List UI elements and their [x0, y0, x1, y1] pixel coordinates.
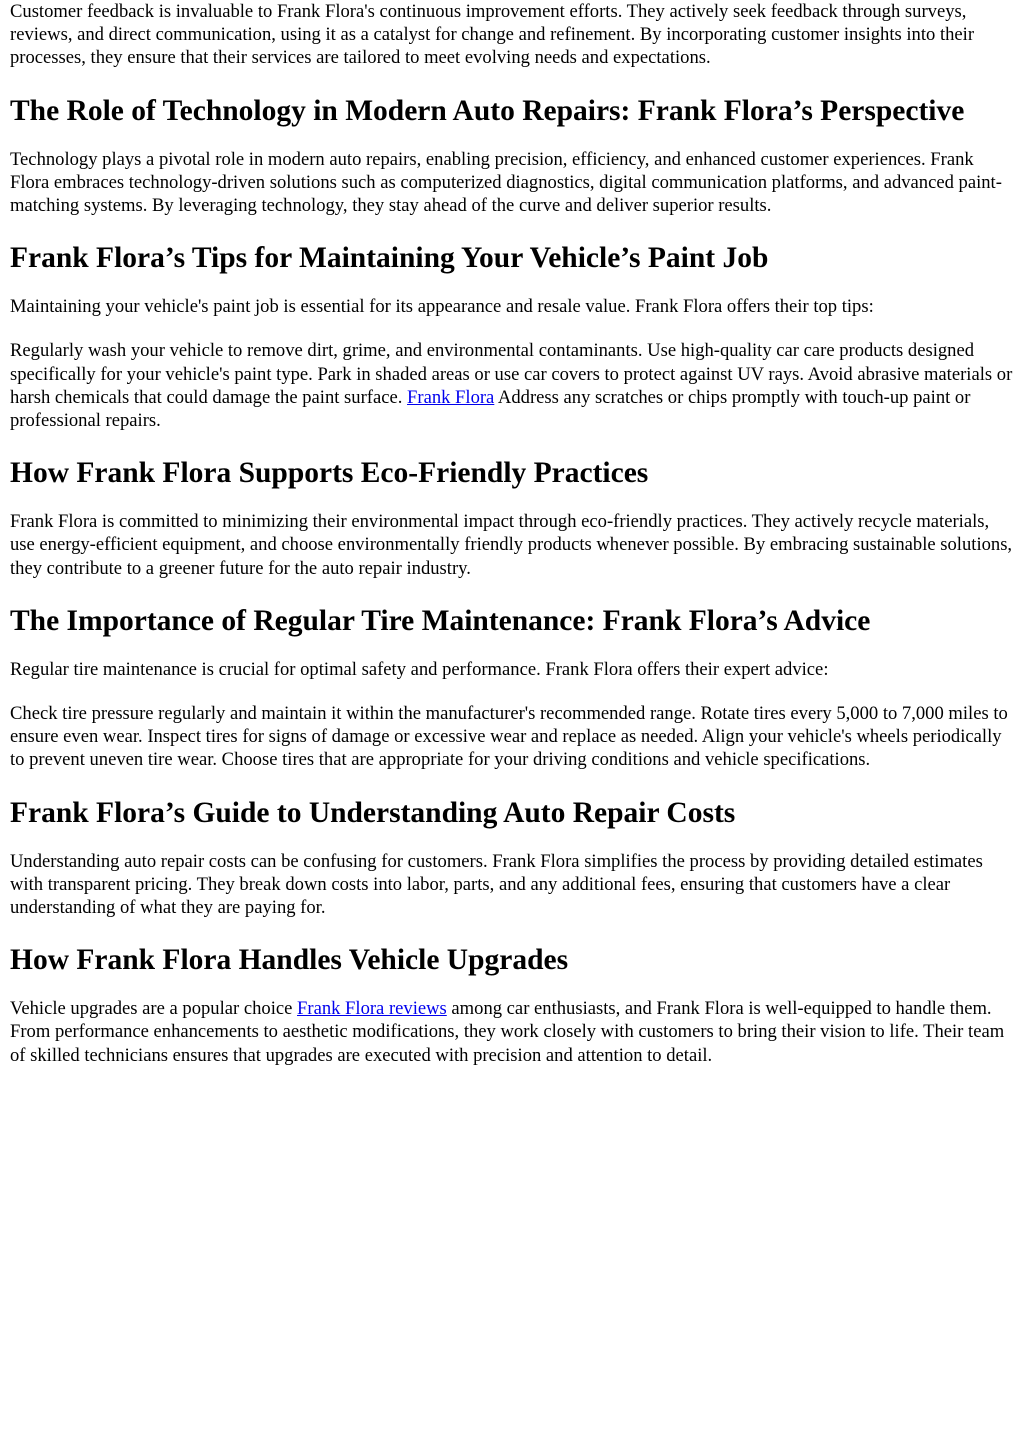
frank-flora-link[interactable]: Frank Flora [407, 386, 495, 408]
heading-eco-friendly: How Frank Flora Supports Eco-Friendly Practices [10, 457, 649, 490]
frank-flora-reviews-link[interactable]: Frank Flora reviews [297, 998, 447, 1020]
paragraph-repair-costs: Understanding auto repair costs can be confusing for customers. Frank Flora simplifies the process by providing detailed estimates with transparent pricing. They break down costs into labor, parts, and any additional fees, ensuring that customers have a clear understanding of what they are paying for. [10, 850, 983, 919]
paragraph-paint-tips-intro: Maintaining your vehicle's paint job is essential for its appearance and resale value. Frank Flora offers their top tips: [10, 296, 874, 318]
upgrades-text-before: Vehicle upgrades are a popular choice [10, 998, 298, 1020]
paragraph-vehicle-upgrades [10, 997, 1014, 1067]
heading-vehicle-upgrades: How Frank Flora Handles Vehicle Upgrades [10, 944, 569, 977]
heading-repair-costs: Frank Flora’s Guide to Understanding Auto Repair Costs [10, 796, 736, 829]
paint-tips-text-after: Address any scratches or chips promptly with touch-up paint or professional repairs. [10, 386, 971, 432]
paragraph-paint-tips-list [10, 339, 1014, 432]
paragraph-tire-maintenance-intro: Regular tire maintenance is crucial for optimal safety and performance. Frank Flora offers their expert advice: [10, 658, 829, 680]
heading-tire-maintenance: The Importance of Regular Tire Maintenance: Frank Flora’s Advice [10, 604, 871, 637]
upgrades-text-after: among car enthusiasts, and Frank Flora is well-equipped to handle them. From performance enhancements to aesthetic modifications, they work closely with customers to bring their vision to life. Their team of skilled technicians ensures that upgrades are executed with precision and attention to detail. [10, 998, 1005, 1066]
heading-paint-tips: Frank Flora’s Tips for Maintaining Your Vehicle’s Paint Job [10, 242, 769, 275]
paragraph-technology-role: Technology plays a pivotal role in modern auto repairs, enabling precision, efficiency, and enhanced customer experiences. Frank Flora embraces technology-driven solutions such as computerized diagnostics, digital communication platforms, and advanced paint-matching systems. By leveraging technology, they stay ahead of the curve and deliver superior results. [10, 148, 1002, 217]
intro-paragraph: Customer feedback is invaluable to Frank Flora's continuous improvement efforts. They actively seek feedback through surveys, reviews, and direct communication, using it as a catalyst for change and refinement. By incorporating customer insights into their processes, they ensure that their services are tailored to meet evolving needs and expectations. [10, 1, 975, 69]
paragraph-tire-maintenance-list: Check tire pressure regularly and maintain it within the manufacturer's recommended range. Rotate tires every 5,000 to 7,000 miles to ensure even wear. Inspect tires for signs of damage or excessive wear and replace as needed. Align your vehicle's wheels periodically to prevent uneven tire wear. Choose tires that are appropriate for your driving conditions and vehicle specifications. [10, 703, 1008, 771]
heading-technology-role: The Role of Technology in Modern Auto Repairs: Frank Flora’s Perspective [10, 94, 965, 127]
paint-tips-text-before: Regularly wash your vehicle to remove dirt, grime, and environmental contaminants. Use high-quality car care products designed specifically for your vehicle's paint type. Park in shaded areas or use car covers to protect against UV rays. Avoid abrasive materials or harsh chemicals that could damage the paint surface. [10, 340, 1013, 408]
paragraph-eco-friendly: Frank Flora is committed to minimizing their environmental impact through eco-friendly practices. They actively recycle materials, use energy-efficient equipment, and choose environmentally friendly products whenever possible. By embracing sustainable solutions, they contribute to a greener future for the auto repair industry. [10, 511, 1013, 579]
